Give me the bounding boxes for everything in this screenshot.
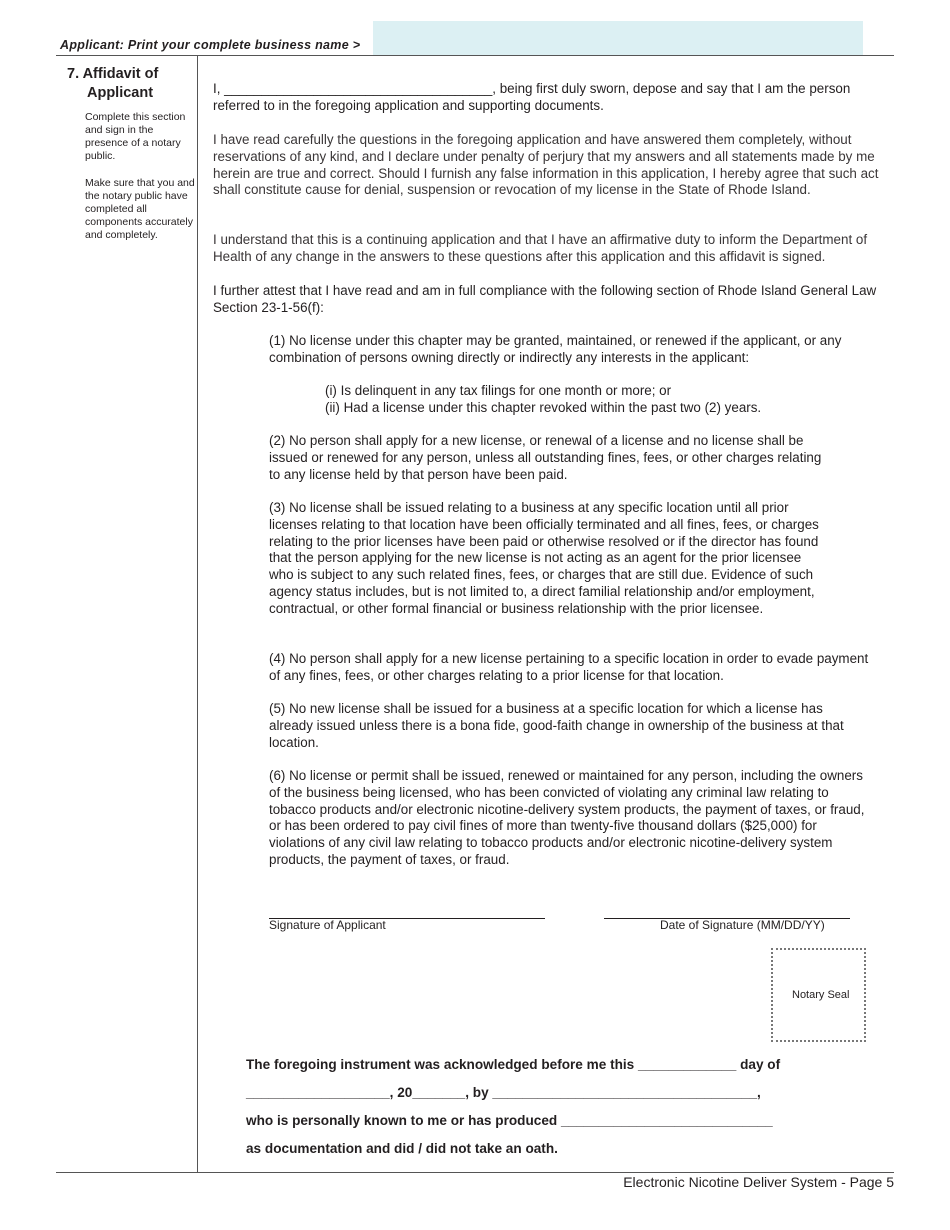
bottom-divider: [56, 1172, 894, 1173]
law-clause-5: (5) No new license shall be issued for a business at a specific location for which a license has already issued unless there is a bona fide, good-faith change in ownership of the business at that location.: [269, 701, 844, 750]
page-footer: Electronic Nicotine Deliver System - Page 5: [623, 1174, 894, 1190]
section-title: [67, 65, 192, 103]
business-name-input[interactable]: [373, 21, 863, 55]
affidavit-intro: I, ____________________________________, being first duly sworn, depose and say that I am the person referred to in the foregoing application and supporting documents.: [213, 81, 851, 113]
notary-acknowledgment-line1: The foregoing instrument was acknowledged before me this _____________ day of: [246, 1057, 781, 1072]
law-clause-3: (3) No license shall be issued relating to a business at any specific location until all prior licenses relating to that location have been officially terminated and all fines, fees, or charges relating to the prior licenses have been paid or otherwise resolved or if the director has found that the person applying for the new license is not acting as an agent for the prior licensee who is subject to any such related fines, fees, or charges that are still due. Evidence of such agency status includes, but is not limited to, a direct familial relationship and/or employment, contractual, or other formal financial or business relationship with the prior licensee.: [269, 500, 819, 616]
notary-acknowledgment-line4: as documentation and did / did not take an oath.: [246, 1141, 558, 1156]
signature-date-label: Date of Signature (MM/DD/YY): [660, 918, 825, 932]
law-clause-2: (2) No person shall apply for a new license, or renewal of a license and no license shall be issued or renewed for any person, unless all outstanding fines, fees, or other charges relating to any license held by that person have been paid.: [269, 433, 822, 482]
law-clause-6: (6) No license or permit shall be issued, renewed or maintained for any person, including the owners of the business being licensed, who has been convicted of violating any criminal law relating to tobacco products and/or electronic nicotine-delivery system products, the payment of taxes, or fraud, or has been ordered to pay civil fines of more than twenty-five thousand dollars ($25,000) for violations of any civil law relating to tobacco products and/or electronic nicotine-delivery system products, the payment of taxes, or fraud.: [269, 768, 865, 867]
applicant-signature-label: Signature of Applicant: [269, 918, 386, 932]
section-title-line2: Applicant: [87, 85, 154, 101]
sidebar-divider: [197, 56, 198, 1172]
notary-acknowledgment-line2: ___________________, 20_______, by ___________________________________,: [246, 1085, 761, 1100]
section-title-line1: 7. Affidavit of: [67, 66, 159, 82]
law-clause-1-i: (i) Is delinquent in any tax filings for one month or more; or: [325, 383, 672, 398]
law-clause-1-ii: (ii) Had a license under this chapter revoked within the past two (2) years.: [325, 400, 762, 415]
sidebar-instruction-sign: Complete this section and sign in the presence of a notary public.: [85, 111, 186, 162]
affidavit-continuing-duty: I understand that this is a continuing application and that I have an affirmative duty to inform the Department of Health of any change in the answers to these questions after this application and this affidavit is signed.: [213, 232, 868, 264]
affidavit-declaration: I have read carefully the questions in the foregoing application and have answered them completely, without reservations of any kind, and I declare under penalty of perjury that my answers and all statements made by me herein are true and correct. Should I furnish any false information in this application, I hereby agree that such act shall constitute cause for denial, suspension or revocation of my license in the State of Rhode Island.: [213, 132, 879, 198]
law-clause-4: (4) No person shall apply for a new license pertaining to a specific location in order to evade payment of any fines, fees, or other charges relating to a prior license for that location.: [269, 651, 869, 683]
law-clause-1: (1) No license under this chapter may be granted, maintained, or renewed if the applicant, or any combination of persons owning directly or indirectly any interests in the applicant:: [269, 333, 842, 365]
top-divider: [56, 55, 894, 56]
notary-acknowledgment-line3: who is personally known to me or has produced ____________________________: [246, 1113, 773, 1128]
notary-seal-label: Notary Seal: [792, 989, 850, 1001]
sidebar-instruction-complete: Make sure that you and the notary public have completed all components accurately and completely.: [85, 177, 195, 241]
business-name-label: Applicant: Print your complete business name >: [60, 38, 361, 52]
affidavit-attestation: I further attest that I have read and am in full compliance with the following section of Rhode Island General Law Section 23-1-56(f):: [213, 283, 877, 315]
